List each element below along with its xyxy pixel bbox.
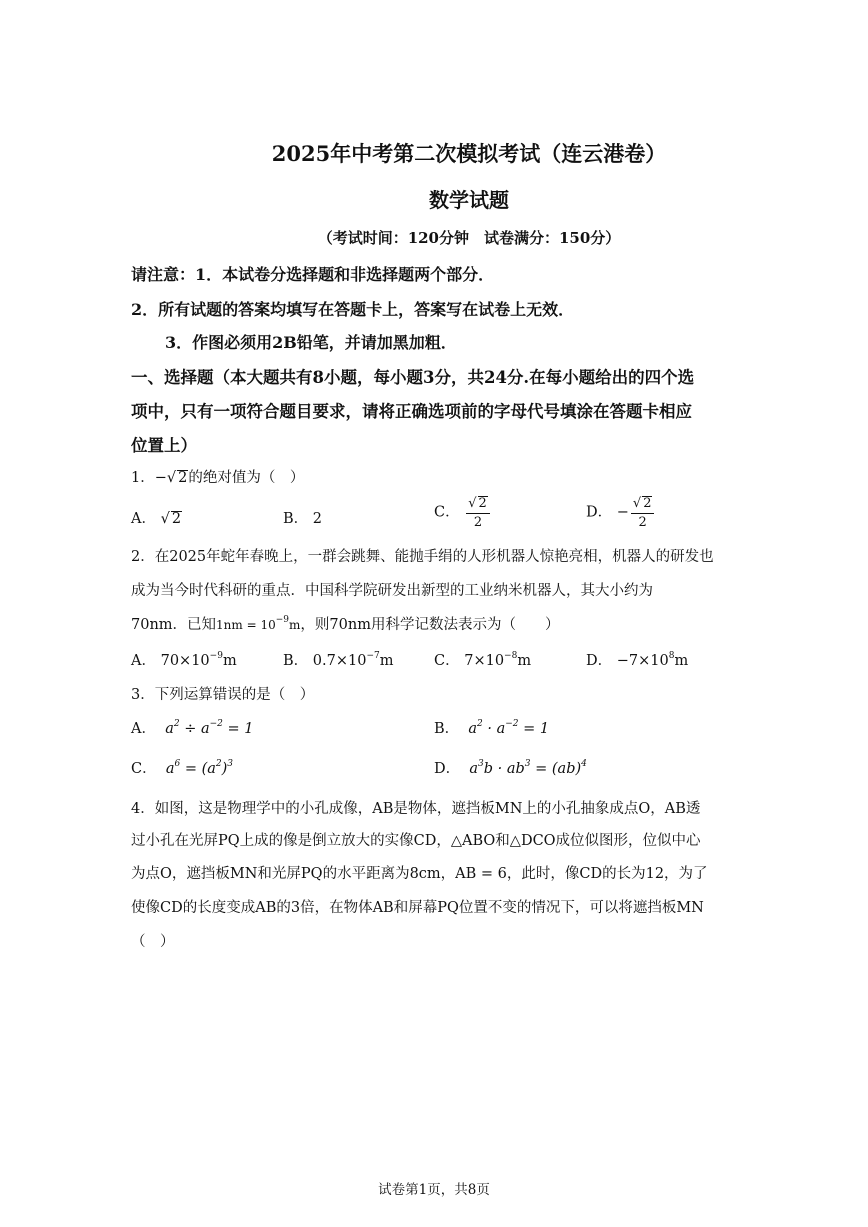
- option-label: B．: [434, 721, 460, 737]
- option-label: D．: [586, 653, 613, 669]
- option-label: C．: [434, 504, 460, 521]
- question-1-option-d: [586, 496, 656, 529]
- option-label: B．: [283, 653, 309, 669]
- option-unit: m: [674, 653, 689, 669]
- question-number: 1．: [131, 470, 155, 486]
- fraction: [631, 496, 655, 529]
- note-3: 3．作图必须用2B铅笔，并请加黑加粗．: [165, 333, 457, 352]
- option-expression: $a^2 \div a^{-2} = 1$: [165, 719, 254, 737]
- option-unit: m: [222, 653, 237, 669]
- question-4-line-4: 使像CD的长度变成AB的3倍，在物体AB和屏幕PQ位置不变的情况下，可以将遮挡板MN: [131, 900, 704, 916]
- option-base: 7×10: [464, 653, 505, 669]
- option-label: D．: [586, 504, 613, 521]
- sqrt-radicand: 2: [478, 496, 487, 511]
- option-expression: $a^2 \cdot a^{-2} = 1$: [468, 719, 550, 737]
- question-2-option-a: [131, 649, 237, 670]
- fraction: [466, 496, 490, 529]
- exam-subtitle: 数学试题: [429, 188, 509, 212]
- option-exponent: −9: [209, 651, 223, 661]
- option-base: −7×10: [616, 653, 669, 669]
- option-label: A．: [131, 511, 156, 527]
- option-unit: m: [379, 653, 394, 669]
- fraction-denominator: 2: [473, 515, 483, 531]
- option-label: C．: [131, 761, 157, 777]
- sqrt-radicand: 2: [643, 496, 652, 511]
- fraction-numerator: [631, 496, 655, 514]
- given-equation: [216, 615, 301, 632]
- question-text: 70nm．已知: [131, 617, 217, 633]
- note-2: 2．所有试题的答案均填写在答题卡上，答案写在试卷上无效．: [131, 300, 575, 319]
- question-2-option-d: [586, 649, 688, 670]
- option-label: A．: [131, 721, 156, 737]
- exam-title: 2025年中考第二次模拟考试（连云港卷）: [271, 141, 667, 166]
- question-2-line-3: [131, 613, 559, 634]
- note-1: 请注意：1．本试卷分选择题和非选择题两个部分．: [131, 265, 495, 284]
- option-exponent: 8: [668, 651, 675, 661]
- sqrt-radicand: 2: [178, 470, 188, 486]
- option-expression: $a^6 = (a^2)^3$: [165, 759, 234, 777]
- option-label: B．: [283, 511, 309, 527]
- section-heading-line-3: 位置上）: [131, 436, 197, 455]
- section-heading-line-2: 项中，只有一项符合题目要求，请将正确选项前的字母代号填涂在答题卡相应: [131, 402, 692, 421]
- sqrt-radicand: 2: [171, 511, 182, 527]
- question-4-line-1: 4．如图，这是物理学中的小孔成像，AB是物体，遮挡板MN上的小孔抽象成点O，AB透: [131, 801, 701, 817]
- question-text: ，则70nm用科学记数法表示为（ ）: [300, 617, 560, 633]
- question-1-option-c: [434, 496, 492, 529]
- option-exponent: −7: [366, 651, 380, 661]
- question-text: 的绝对值为（ ）: [188, 470, 305, 486]
- sqrt-symbol: √: [166, 470, 177, 486]
- equation-unit: m: [289, 618, 301, 632]
- exam-info: （考试时间：120分钟 试卷满分：150分）: [317, 229, 621, 247]
- section-heading-line-1: 一、选择题（本大题共有8小题，每小题3分，共24分.在每小题给出的四个选: [131, 368, 695, 387]
- option-unit: m: [517, 653, 532, 669]
- question-1-option-a: [131, 507, 182, 528]
- math-sign: −: [154, 470, 167, 486]
- question-2-option-c: [434, 649, 531, 670]
- page-footer: 试卷第1页，共8页: [378, 1182, 490, 1198]
- question-4-line-3: 为点O，遮挡板MN和光屏PQ的水平距离为8cm，AB = 6，此时，像CD的长为12，为了: [131, 866, 708, 882]
- question-3-option-d: [434, 757, 587, 778]
- question-1-option-b: [283, 507, 322, 528]
- option-expression: $a^3b \cdot ab^3 = (ab)^4$: [469, 759, 587, 777]
- question-2-line-1: 2．在2025年蛇年春晚上，一群会跳舞、能抛手绢的人形机器人惊艳亮相，机器人的研发也: [131, 549, 714, 565]
- option-base: 0.7×10: [312, 653, 367, 669]
- math-sign: −: [616, 504, 629, 521]
- sqrt-symbol: √: [468, 496, 477, 511]
- question-3-stem: 3．下列运算错误的是（ ）: [131, 687, 315, 703]
- sqrt-symbol: √: [160, 511, 170, 527]
- question-3-option-a: [131, 717, 253, 738]
- question-3-option-c: [131, 757, 233, 778]
- question-4-line-5: （ ）: [131, 934, 175, 950]
- question-3-option-b: [434, 717, 549, 738]
- question-2-option-b: [283, 649, 393, 670]
- fraction-numerator: [466, 496, 490, 514]
- option-label: C．: [434, 653, 460, 669]
- option-exponent: −8: [504, 651, 518, 661]
- question-1-stem: [131, 466, 304, 487]
- equation-base: 1nm = 10: [216, 618, 276, 632]
- sqrt-symbol: √: [632, 496, 642, 511]
- question-4-line-2: 过小孔在光屏PQ上成的像是倒立放大的实像CD，△ABO和△DCO成位似图形，位似中心: [131, 833, 701, 849]
- option-label: D．: [434, 761, 461, 777]
- option-value: 2: [312, 511, 322, 527]
- question-2-line-2: 成为当今时代科研的重点．中国科学院研发出新型的工业纳米机器人，其大小约为: [131, 583, 653, 599]
- option-label: A．: [131, 653, 156, 669]
- equation-exponent: −9: [275, 615, 290, 625]
- option-base: 70×10: [160, 653, 210, 669]
- fraction-denominator: 2: [638, 515, 647, 531]
